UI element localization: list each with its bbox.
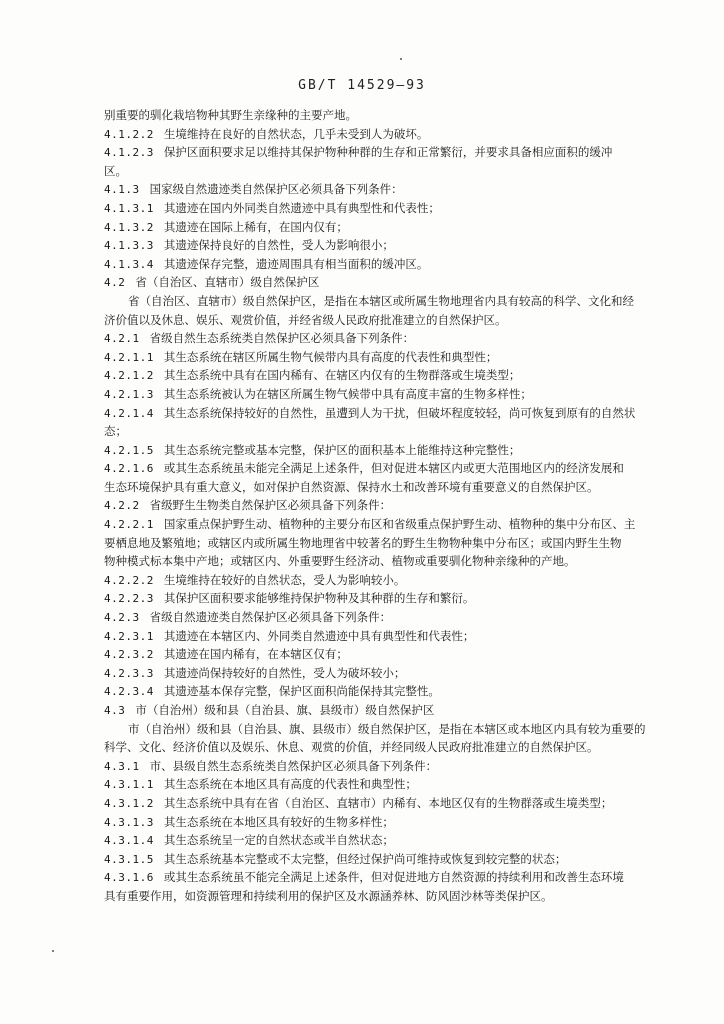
clause-line (104, 366, 684, 385)
clause-text: 省（自治区、直辖市）级自然保护区，是指在本辖区或所属生物地理省内具有较高的科学、文化和经 (128, 293, 634, 308)
text-line (104, 311, 684, 330)
clause-line (104, 143, 684, 162)
clause-line (104, 664, 684, 683)
clause-line (104, 459, 684, 478)
clause-text: 别重要的驯化栽培物种其野生亲缘种的主要产地。 (104, 108, 357, 122)
clause-number: 4.1.3.4 (104, 257, 154, 271)
clause-text: 态； (104, 424, 127, 439)
clause-number: 4.2.2 (104, 499, 140, 513)
clause-line (104, 385, 684, 404)
clause-text: 其生态系统中具有在省（自治区、直辖市）内稀有、本地区仅有的生物群落或生境类型； (163, 795, 613, 810)
clause-number: 4.2.1.1 (104, 350, 154, 364)
clause-line (104, 496, 684, 515)
clause-text: 要栖息地及繁殖地；或辖区内或所属生物地理省中较著名的野生生物物种集中分布区；或国内野生生物 (104, 535, 622, 550)
clause-text: 省级自然遗迹类自然保护区必须具备下列条件： (149, 610, 392, 625)
clause-line (104, 125, 684, 144)
clause-number: 4.3 (104, 704, 126, 717)
clause-line (104, 868, 684, 887)
clause-number: 4.3.1.6 (104, 871, 154, 885)
clause-number: 4.3.1.3 (104, 815, 154, 829)
clause-text: 科学、文化、经济价值以及娱乐、休息、观赏的价值，并经同级人民政府批准建立的自然保护区。 (104, 740, 599, 755)
clause-line (104, 813, 684, 832)
text-line (104, 887, 684, 906)
clause-number: 4.2.1.5 (104, 443, 154, 457)
clause-text: 其遗迹保存完整，遗迹周围具有相当面积的缓冲区。 (163, 256, 429, 271)
clause-number: 4.2.3.2 (104, 648, 154, 662)
clause-number: 4.1.3.2 (104, 220, 154, 234)
clause-text: 其生态系统在辖区所属生物气候带内具有高度的代表性和典型性； (163, 349, 498, 364)
clause-text: 其生态系统呈一定的自然状态或半自然状态； (163, 833, 394, 848)
clause-number: 4.2.3.3 (104, 666, 154, 680)
text-line (104, 292, 684, 311)
clause-text: 国家重点保护野生动、植物种的主要分布区和省级重点保护野生动、植物种的集中分布区、主 (163, 517, 636, 532)
text-line (104, 162, 684, 181)
clause-text: 其生态系统在本地区具有较好的生物多样性； (163, 814, 394, 829)
clause-line (104, 645, 684, 664)
clause-line (104, 589, 684, 608)
clause-line (104, 608, 684, 627)
text-line (104, 720, 684, 739)
clause-line (104, 627, 684, 646)
clause-text: 市、县级自然生态系统类自然保护区必须具备下列条件： (149, 758, 438, 773)
clause-line (104, 255, 684, 274)
clause-line (104, 236, 684, 255)
clause-text: 其生态系统保持较好的自然性，虽遭到人为干扰，但破坏程度较轻，尚可恢复到原有的自然状 (163, 405, 636, 420)
clause-text: 其遗迹尚保持较好的自然性，受人为破坏较小； (163, 665, 406, 680)
clause-text: 济价值以及休息、娱乐、观赏价值，并经省级人民政府批准建立的自然保护区。 (104, 312, 507, 327)
text-line (104, 534, 684, 553)
clause-text: 或其生态系统虽不能完全满足上述条件，但对促进地方自然资源的持续利用和改善生态环境 (163, 870, 624, 885)
clause-text: 其遗迹保持良好的自然性，受人为影响很小； (163, 238, 394, 253)
clause-text: 其生态系统中具有在国内稀有、在辖区内仅有的生物群落或生境类型； (163, 368, 521, 383)
text-line (104, 738, 684, 757)
clause-line (104, 794, 684, 813)
clause-text: 区。 (104, 163, 127, 178)
scan-speck (52, 950, 54, 952)
clause-number: 4.2.3.1 (104, 629, 154, 643)
clause-text: 保护区面积要求足以维持其保护物种种群的生存和正常繁衍，并要求具备相应面积的缓冲 (163, 145, 613, 160)
clause-number: 4.1.2.2 (104, 127, 154, 141)
text-line (104, 106, 684, 125)
clause-number: 4.2.3.4 (104, 685, 154, 699)
clause-text: 其遗迹在本辖区内、外同类自然遗迹中具有典型性和代表性； (163, 628, 475, 643)
clause-line (104, 441, 684, 460)
clause-text: 其生态系统完整或基本完整，保护区的面积基本上能维持这种完整性； (163, 442, 521, 457)
clause-text: 国家级自然遗迹类自然保护区必须具备下列条件： (149, 182, 403, 197)
clause-text: 具有重要作用，如资源管理和持续利用的保护区及水源涵养林、防风固沙林等类保护区。 (104, 888, 553, 903)
clause-number: 4.2.3 (104, 611, 140, 625)
clause-number: 4.2.1.6 (104, 462, 154, 476)
clause-line (104, 404, 684, 423)
clause-number: 4.2 (104, 276, 126, 290)
clause-number: 4.2.2.2 (104, 573, 154, 587)
clause-number: 4.1.3 (104, 183, 140, 197)
clause-text: 其遗迹基本保存完整，保护区面积尚能保持其完整性。 (163, 684, 440, 699)
clause-text: 其保护区面积要求能够维持保护物种及其种群的生存和繁衍。 (163, 591, 475, 606)
clause-number: 4.2.1.3 (104, 387, 154, 401)
clause-line (104, 775, 684, 794)
document-body (104, 106, 684, 906)
clause-number: 4.2.1.4 (104, 406, 154, 420)
clause-line (104, 850, 684, 869)
clause-line (104, 571, 684, 590)
clause-number: 4.2.1.2 (104, 369, 154, 383)
clause-line (104, 329, 684, 348)
clause-number: 4.2.2.1 (104, 518, 154, 532)
clause-text: 生境维持在良好的自然状态，几乎未受到人为破坏。 (163, 126, 429, 141)
clause-text: 生态环境保护具有重大意义，如对保护自然资源、保持水土和改善环境有重要意义的自然保护区。 (104, 479, 599, 494)
clause-line (104, 682, 684, 701)
clause-number: 4.1.3.1 (104, 201, 154, 215)
clause-text: 物种模式标本集中产地；或辖区内、外重要野生经济动、植物或重要驯化物种亲缘种的产地。 (104, 554, 576, 569)
text-line (104, 478, 684, 497)
clause-number: 4.2.1 (104, 332, 140, 346)
clause-text: 省级野生生物类自然保护区必须具备下列条件： (149, 498, 392, 513)
clause-text: 或其生态系统虽未能完全满足上述条件，但对促进本辖区内或更大范围地区内的经济发展和 (163, 461, 624, 476)
clause-text: 其遗迹在国际上稀有，在国内仅有； (163, 219, 348, 234)
text-line (104, 422, 684, 441)
clause-line (104, 180, 684, 199)
clause-number: 4.3.1.4 (104, 834, 154, 848)
clause-number: 4.3.1.5 (104, 852, 154, 866)
clause-number: 4.3.1 (104, 759, 140, 773)
clause-line (104, 218, 684, 237)
text-line (104, 552, 684, 571)
clause-number: 4.2.2.3 (104, 592, 154, 606)
clause-line (104, 701, 684, 720)
clause-line (104, 515, 684, 534)
clause-text: 其生态系统在本地区具有高度的代表性和典型性； (163, 777, 417, 792)
clause-number: 4.3.1.2 (104, 796, 154, 810)
clause-text: 其生态系统被认为在辖区所属生物气候带中具有高度丰富的生物多样性； (163, 386, 532, 401)
clause-text: 其遗迹在国内稀有，在本辖区仅有； (163, 647, 348, 662)
clause-number: 4.1.2.3 (104, 146, 154, 160)
clause-text: 其遗迹在国内外同类自然遗迹中具有典型性和代表性； (163, 200, 440, 215)
clause-line (104, 199, 684, 218)
clause-line (104, 831, 684, 850)
clause-number: 4.1.3.3 (104, 239, 154, 253)
clause-text: 市（自治州）级和县（自治县、旗、县级市）级自然保护区，是指在本辖区或本地区内具有较为重要的 (128, 721, 646, 736)
clause-line (104, 348, 684, 367)
standard-code-header: GB/T 14529—93 (298, 78, 426, 93)
scan-speck (400, 58, 402, 60)
clause-text: 市（自治州）级和县（自治县、旗、县级市）级自然保护区 (135, 703, 435, 717)
clause-text: 生境维持在较好的自然状态，受人为影响较小。 (163, 572, 406, 587)
clause-text: 省（自治区、直辖市）级自然保护区 (135, 275, 320, 290)
clause-text: 省级自然生态系统类自然保护区必须具备下列条件： (149, 331, 415, 346)
clause-number: 4.3.1.1 (104, 778, 154, 792)
clause-line (104, 757, 684, 776)
clause-text: 其生态系统基本完整或不太完整，但经过保护尚可维持或恢复到较完整的状态； (163, 851, 567, 866)
clause-line (104, 273, 684, 292)
